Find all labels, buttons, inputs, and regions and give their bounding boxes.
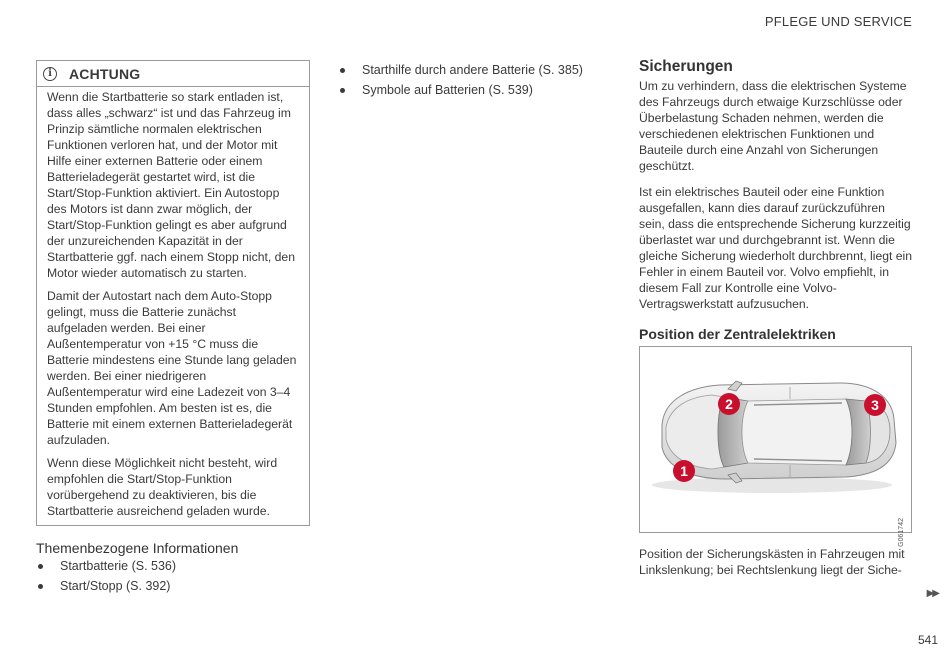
- car-roof: [742, 399, 852, 465]
- svg-text:2: 2: [725, 396, 733, 412]
- related-info-list: [36, 558, 310, 594]
- related-link-symbole[interactable]: Symbole auf Batterien (S. 539): [338, 82, 608, 98]
- marker-3: [864, 394, 886, 416]
- svg-text:1: 1: [680, 463, 688, 479]
- page-number: 541: [917, 633, 938, 647]
- central-electrics-title: Position der Zentralelektriken: [639, 326, 836, 342]
- related-info-title: Themenbezogene Informationen: [36, 540, 239, 556]
- fuses-paragraph: Ist ein elektrisches Bauteil oder eine Funktion ausgefallen, kann dies darauf zurückzuführen sein, dass die entsprechende Sicherung kurzzeitig überlastet war und durchgebrannt ist. Wenn die gleiche Sicherung wiederholt durchbrennt, liegt ein Fehler in einem Bauteil vor. Volvo empfiehlt, in diesem Fall zur Kontrolle eine Volvo-Vertragswerkstatt aufzusuchen.: [639, 185, 913, 311]
- figure-code: G061742: [898, 518, 905, 547]
- warning-paragraph: Damit der Autostart nach dem Auto-Stopp gelingt, muss die Batterie zunächst aufgeladen werden. Bei einer Außentemperatur von +15 °C muss die Batterie mindestens eine Stunde lang geladen werden. Bei einer niedrigeren Außentemperatur wird eine Ladezeit von 3–4 Stunden empfohlen. Am besten ist es, die Batterie mit einem externen Batterieladegerät aufzuladen.: [47, 289, 297, 447]
- figure-caption: Position der Sicherungskästen in Fahrzeugen mit Linkslenkung; bei Rechtslenkung liegt der Siche-: [639, 547, 905, 577]
- warning-body: [37, 87, 309, 525]
- warning-header: [37, 61, 309, 87]
- warning-paragraph: Wenn diese Möglichkeit nicht besteht, wird empfohlen die Start/Stop-Funktion vorübergehend zu deaktivieren, bis die Startbatterie ausreichend geladen wurde.: [47, 456, 278, 518]
- fuses-title: Sicherungen: [639, 58, 733, 75]
- marker-2: [718, 393, 740, 415]
- svg-text:3: 3: [871, 397, 879, 413]
- related-info-list-continued: [338, 62, 608, 98]
- info-icon: i: [43, 67, 57, 81]
- left-column: [36, 60, 310, 598]
- next-page-icon[interactable]: ▶▶: [926, 588, 938, 599]
- marker-1: [673, 460, 695, 482]
- section-header: PFLEGE UND SERVICE: [764, 14, 912, 29]
- warning-title: ACHTUNG: [69, 65, 141, 82]
- warning-box: [36, 60, 310, 526]
- fuses-paragraph: Um zu verhindern, dass die elektrischen Systeme des Fahrzeugs durch etwaige Kurzschlüsse oder Überbelastung Schaden nehmen, werden die verschiedenen elektrischen Funktionen und Bauteile durch eine Anzahl von Sicherungen geschützt.: [639, 79, 907, 173]
- related-link-startbatterie[interactable]: Startbatterie (S. 536): [36, 558, 310, 574]
- related-link-starthilfe[interactable]: Starthilfe durch andere Batterie (S. 385): [338, 62, 608, 78]
- related-link-start-stopp[interactable]: Start/Stopp (S. 392): [36, 578, 310, 594]
- middle-column: [338, 60, 608, 102]
- car-top-view-illustration: [640, 347, 911, 532]
- right-column: [639, 58, 914, 578]
- warning-paragraph: Wenn die Startbatterie so stark entladen ist, dass alles „schwarz“ ist und das Fahrzeug im Prinzip sämtliche normalen elektrischen Funktionen verloren hat, und der Motor mit Hilfe einer externen Batterie oder einem Batterieladegerät gestartet wird, ist die Start/Stop-Funktion aktiviert. Ein Autostopp des Motors ist dann zwar möglich, der Start/Stop-Funktion gelingt es aber aufgrund der unzureichenden Kapazität in der Startbatterie ggf. nach einem Stopp nicht, den Motor wieder automatisch zu starten.: [47, 90, 295, 280]
- car-fuse-position-figure: [639, 346, 912, 547]
